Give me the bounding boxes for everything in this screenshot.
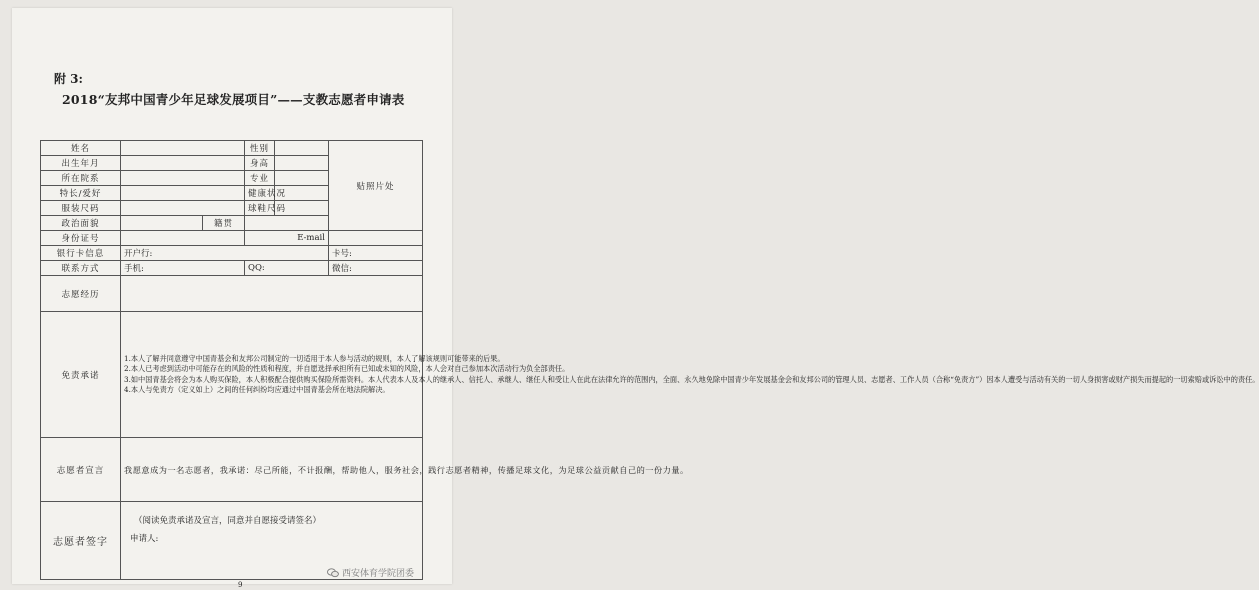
page-number: 9 — [238, 581, 243, 589]
field-card-no[interactable]: 卡号: — [329, 246, 423, 261]
label-height: 身高 — [245, 156, 275, 171]
field-email[interactable] — [329, 231, 423, 246]
label-id-card: 身份证号 — [41, 231, 121, 246]
field-gender[interactable] — [275, 141, 329, 156]
signature-note: （阅读免责承诺及宣言，同意并自愿接受请签名） — [134, 516, 322, 526]
field-major[interactable] — [275, 171, 329, 186]
watermark-text: 西安体育学院团委 — [342, 569, 415, 579]
field-birth[interactable] — [121, 156, 245, 171]
disclaimer-item: 2.本人已考虑到活动中可能存在的风险的性质和程度，并自愿选择承担所有已知或未知的风险，本人会对自己参加本次活动行为负全部责任。 — [124, 364, 570, 373]
label-major: 专业 — [245, 171, 275, 186]
label-birth: 出生年月 — [41, 156, 121, 171]
label-health: 健康状况 — [245, 186, 275, 201]
field-name[interactable] — [121, 141, 245, 156]
field-wechat[interactable]: 微信: — [329, 261, 423, 276]
field-native[interactable] — [245, 216, 329, 231]
applicant-label: 申请人: — [130, 534, 159, 544]
photo-area[interactable]: 贴照片处 — [329, 141, 423, 231]
label-disclaimer: 免责承诺 — [41, 312, 121, 438]
label-experience: 志愿经历 — [41, 276, 121, 312]
label-signature: 志愿者签字 — [41, 502, 121, 580]
field-college[interactable] — [121, 171, 245, 186]
label-political: 政治面貌 — [41, 216, 121, 231]
label-shoe: 球鞋尺码 — [245, 201, 275, 216]
field-bank-open[interactable]: 开户行: — [121, 246, 329, 261]
field-talent[interactable] — [121, 186, 245, 201]
label-native: 籍贯 — [203, 216, 245, 231]
oath-text: 我愿意成为一名志愿者，我承诺：尽己所能，不计报酬，帮助他人，服务社会，践行志愿者精神，传播足球文化，为足球公益贡献自己的一份力量。 — [121, 438, 423, 502]
field-political[interactable] — [121, 216, 203, 231]
label-gender: 性别 — [245, 141, 275, 156]
label-oath: 志愿者宣言 — [41, 438, 121, 502]
disclaimer-item: 3.如中国青基会将会为本人购买保险，本人积极配合提供购买保险所需资料。本人代表本人及本人的继承人、信托人、承继人、继任人和受让人在此在法律允许的范围内，全面、永久地免除中国青少年发展基金会和友邦公司的管理人员、志愿者、工作人员（合称“免责方”）因本人遭受与活动有关的一切人身损害或财产损失而提起的一切索赔或诉讼中的责任。 — [124, 374, 1259, 384]
label-contact: 联系方式 — [41, 261, 121, 276]
label-bank: 银行卡信息 — [41, 246, 121, 261]
disclaimer-item: 1.本人了解并同意遵守中国青基会和友邦公司制定的一切适用于本人参与活动的规则，本人了解该规则可能带来的后果。 — [124, 353, 505, 363]
watermark — [327, 566, 414, 579]
disclaimer-text — [121, 312, 1259, 438]
field-experience[interactable] — [121, 276, 423, 312]
wechat-icon — [327, 568, 339, 578]
label-clothing: 服装尺码 — [41, 201, 121, 216]
label-name: 姓名 — [41, 141, 121, 156]
field-clothing[interactable] — [121, 201, 245, 216]
label-talent: 特长/爱好 — [41, 186, 121, 201]
form-title: 2018“友邦中国青少年足球发展项目”——支教志愿者申请表 — [62, 92, 405, 107]
disclaimer-item: 4.本人与免责方（定义如上）之间的任何纠纷均应通过中国青基会所在地法院解决。 — [124, 385, 390, 394]
field-height[interactable] — [275, 156, 329, 171]
field-qq[interactable]: QQ: — [245, 261, 329, 276]
document-page — [12, 8, 1259, 589]
annex-label: 附 3: — [54, 72, 83, 86]
label-college: 所在院系 — [41, 171, 121, 186]
field-phone[interactable]: 手机: — [121, 261, 245, 276]
field-id-card[interactable] — [121, 231, 245, 246]
label-email: E-mail — [245, 231, 329, 246]
application-form-table — [40, 140, 1259, 580]
